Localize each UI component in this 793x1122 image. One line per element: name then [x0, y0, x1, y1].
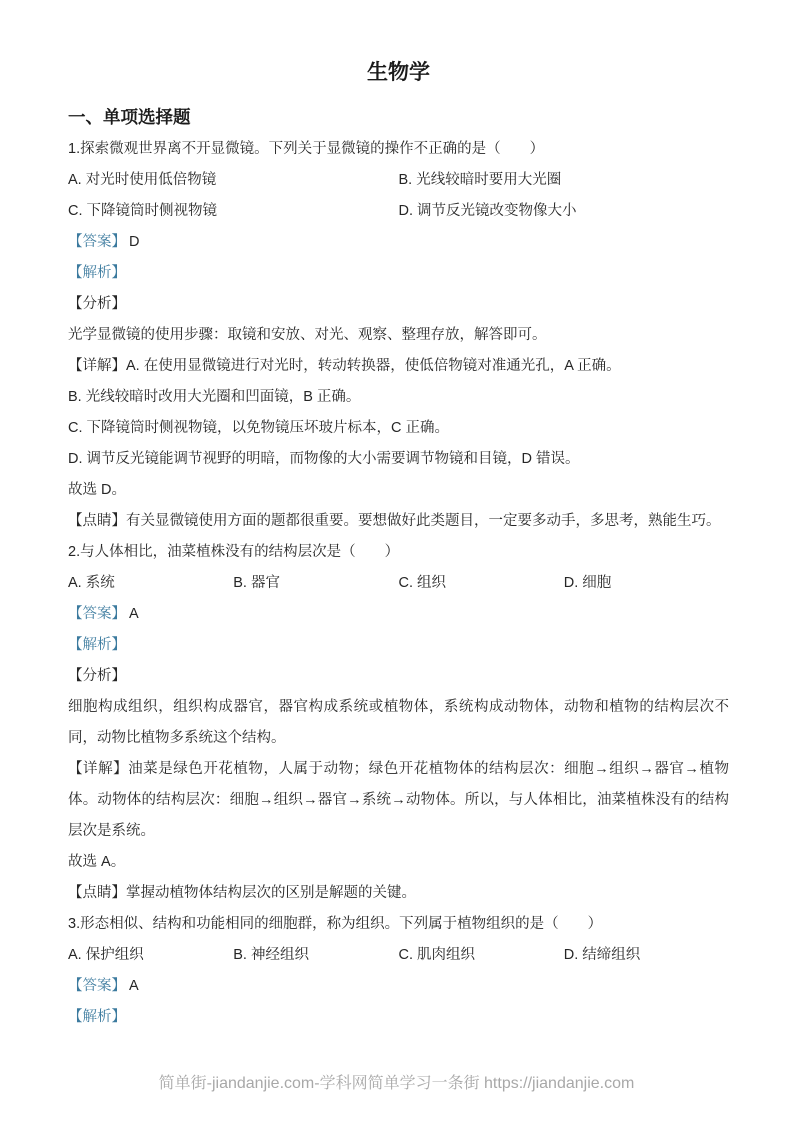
- question-1-explanation-line: C. 下降镜筒时侧视物镜，以免物镜压坏玻片标本，C 正确。: [68, 420, 450, 436]
- question-1-option-d: D. 调节反光镜改变物像大小: [398, 203, 577, 219]
- section-heading: 一、单项选择题: [68, 107, 191, 127]
- question-2-stem: 2.与人体相比，油菜植株没有的结构层次是（ ）: [68, 544, 400, 560]
- answer-label: 【答案】: [68, 978, 126, 994]
- question-3-answer-line: [68, 971, 729, 1002]
- question-2-options-row: [68, 568, 729, 599]
- answer-label: 【答案】: [68, 606, 126, 622]
- question-2-answer-line: [68, 599, 729, 630]
- answer-label: 【答案】: [68, 234, 126, 250]
- question-1-option-b: B. 光线较暗时要用大光圈: [398, 172, 562, 188]
- question-3-answer-value: A: [129, 978, 139, 994]
- question-3-option-c: C. 肌肉组织: [398, 947, 476, 963]
- question-2-explanation-line: 【点睛】掌握动植物体结构层次的区别是解题的关键。: [68, 885, 416, 901]
- question-2-analysis-label-line: [68, 630, 729, 661]
- question-3-stem: 3.形态相似、结构和功能相同的细胞群，称为组织。下列属于植物组织的是（ ）: [68, 916, 603, 932]
- question-1-explanation-line: 【分析】: [68, 296, 126, 312]
- question-1-explanation-line: 故选 D。: [68, 482, 126, 498]
- question-1-explanation-line: 【点睛】有关显微镜使用方面的题都很重要。要想做好此类题目，一定要多动手，多思考，熟能生巧。: [68, 513, 721, 529]
- question-1-analysis-label-line: [68, 258, 729, 289]
- question-block-2: [68, 537, 729, 909]
- question-block-1: [68, 134, 729, 537]
- question-1-option-a: A. 对光时使用低倍物镜: [68, 172, 217, 188]
- question-1-option-c: C. 下降镜筒时侧视物镜: [68, 203, 218, 219]
- question-1-explanation-line: 【详解】A. 在使用显微镜进行对光时，转动转换器，使低倍物镜对准通光孔，A 正确。: [68, 358, 621, 374]
- page-title: 生物学: [367, 61, 430, 84]
- question-1-answer-line: [68, 227, 729, 258]
- question-block-3: [68, 909, 729, 1033]
- question-2-explanation-line: 细胞构成组织，组织构成器官，器官构成系统或植物体，系统构成动物体，动物和植物的结构层次不同，动物比植物多系统这个结构。: [68, 699, 729, 746]
- footer-text: 简单街-jiandanjie.com-学科网简单学习一条街 https://jiandanjie.com: [158, 1075, 635, 1092]
- question-2-explanation-line: 【分析】: [68, 668, 126, 684]
- question-1-stem: 1.探索微观世界离不开显微镜。下列关于显微镜的操作不正确的是（ ）: [68, 141, 545, 157]
- question-3-option-d: D. 结缔组织: [563, 947, 641, 963]
- question-2-explanation-line: 【详解】油菜是绿色开花植物，人属于动物；绿色开花植物体的结构层次：细胞→组织→器官→植物体。动物体的结构层次：细胞→组织→器官→系统→动物体。所以，与人体相比，油菜植株没有的结构层次是系统。: [68, 761, 729, 839]
- analysis-label: 【解析】: [68, 637, 126, 653]
- analysis-label: 【解析】: [68, 265, 126, 281]
- question-2-option-c: C. 组织: [398, 575, 447, 591]
- question-1-options-row-1: [68, 165, 729, 196]
- question-3-option-b: B. 神经组织: [233, 947, 309, 963]
- question-2-explanation-line: 故选 A。: [68, 854, 126, 870]
- question-2-option-d: D. 细胞: [563, 575, 612, 591]
- question-2-option-b: B. 器官: [233, 575, 280, 591]
- question-2-answer-value: A: [129, 606, 139, 622]
- question-3-options-row: [68, 940, 729, 971]
- question-1-explanation-line: 光学显微镜的使用步骤：取镜和安放、对光、观察、整理存放，解答即可。: [68, 327, 547, 343]
- question-1-answer-value: D: [129, 234, 140, 250]
- question-3-analysis-label-line: [68, 1002, 729, 1033]
- question-1-explanation-line: B. 光线较暗时改用大光圈和凹面镜，B 正确。: [68, 389, 361, 405]
- analysis-label: 【解析】: [68, 1009, 126, 1025]
- question-2-option-a: A. 系统: [68, 575, 115, 591]
- question-1-options-row-2: [68, 196, 729, 227]
- question-3-option-a: A. 保护组织: [68, 947, 144, 963]
- footer-watermark: [0, 1074, 793, 1094]
- question-1-explanation-line: D. 调节反光镜能调节视野的明暗，而物像的大小需要调节物镜和目镜，D 错误。: [68, 451, 580, 467]
